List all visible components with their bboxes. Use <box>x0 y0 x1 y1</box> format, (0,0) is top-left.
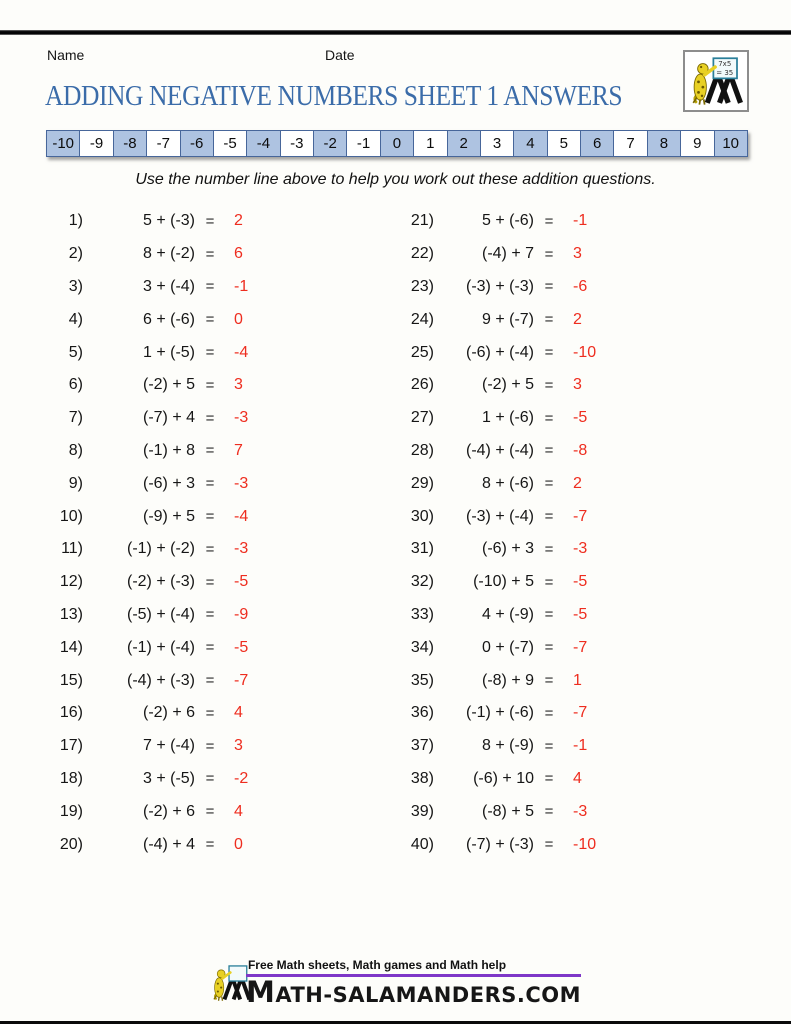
questions-column-left <box>45 205 375 861</box>
question-expression: (-2) + 5 <box>142 376 195 394</box>
question-expression: (-1) + (-2) <box>127 540 195 558</box>
answer-value: 2 <box>234 212 243 230</box>
date-label: Date <box>325 47 355 63</box>
board-text-2: = 35 <box>716 68 734 77</box>
number-line-cell: 0 <box>380 130 414 157</box>
equals-sign: = <box>544 639 554 657</box>
equals-sign: = <box>205 442 215 460</box>
question-expression: 8 + (-9) <box>481 737 534 755</box>
question-expression: 0 + (-7) <box>481 638 534 656</box>
name-label: Name <box>47 47 85 63</box>
question-expression: (-1) + (-4) <box>127 638 195 656</box>
answer-value: 3 <box>573 245 582 263</box>
question-row <box>398 303 738 336</box>
equals-sign: = <box>544 344 554 362</box>
number-line-cell: -5 <box>213 130 247 157</box>
question-expression: 5 + (-6) <box>481 212 534 230</box>
answer-value: -1 <box>573 737 588 755</box>
equals-sign: = <box>205 770 215 788</box>
question-expression: (-10) + 5 <box>473 573 534 591</box>
equals-sign: = <box>544 212 554 230</box>
answer-value: 4 <box>234 802 243 820</box>
question-row <box>398 697 738 730</box>
question-number: 37) <box>410 737 434 755</box>
answer-value: -2 <box>234 769 249 787</box>
number-line-cell: 3 <box>480 130 514 157</box>
equals-sign: = <box>544 573 554 591</box>
answer-value: -3 <box>573 802 588 820</box>
question-number: 20) <box>59 835 83 853</box>
question-row <box>398 566 738 599</box>
question-expression: 3 + (-5) <box>142 769 195 787</box>
equals-sign: = <box>205 737 215 755</box>
answer-value: -4 <box>234 343 249 361</box>
question-number: 9) <box>68 474 83 492</box>
question-expression: 8 + (-6) <box>481 474 534 492</box>
equals-sign: = <box>544 311 554 329</box>
question-row <box>45 599 375 632</box>
question-expression: (-2) + (-3) <box>127 573 195 591</box>
question-expression: (-2) + 6 <box>142 802 195 820</box>
question-expression: (-3) + (-3) <box>466 277 534 295</box>
answer-value: -5 <box>573 605 588 623</box>
equals-sign: = <box>205 212 215 230</box>
number-line-cell: -1 <box>346 130 380 157</box>
answer-value: -4 <box>234 507 249 525</box>
question-number: 25) <box>410 343 434 361</box>
equals-sign: = <box>205 704 215 722</box>
question-number: 21) <box>410 212 434 230</box>
question-number: 11) <box>61 540 83 558</box>
equals-sign: = <box>544 508 554 526</box>
answer-value: 4 <box>573 769 582 787</box>
question-row <box>45 205 375 238</box>
question-row <box>45 435 375 468</box>
equals-sign: = <box>205 639 215 657</box>
question-row <box>398 533 738 566</box>
question-row <box>45 730 375 763</box>
number-line-cell: 8 <box>647 130 681 157</box>
question-row <box>45 763 375 796</box>
number-line-cell: 9 <box>680 130 714 157</box>
question-row <box>45 467 375 500</box>
equals-sign: = <box>205 803 215 821</box>
answer-value: -7 <box>234 671 249 689</box>
number-line-cell: 4 <box>513 130 547 157</box>
question-row <box>45 336 375 369</box>
equals-sign: = <box>544 672 554 690</box>
equals-sign: = <box>205 475 215 493</box>
question-expression: (-6) + 10 <box>473 769 534 787</box>
question-number: 28) <box>410 441 434 459</box>
equals-sign: = <box>544 442 554 460</box>
question-row <box>398 631 738 664</box>
question-expression: (-2) + 5 <box>481 376 534 394</box>
answer-value: -3 <box>234 474 249 492</box>
question-expression: 7 + (-4) <box>142 737 195 755</box>
question-expression: (-9) + 5 <box>142 507 195 525</box>
answer-value: -9 <box>234 605 249 623</box>
equals-sign: = <box>544 770 554 788</box>
question-expression: (-8) + 5 <box>481 802 534 820</box>
number-line-cell: -2 <box>313 130 347 157</box>
equals-sign: = <box>205 573 215 591</box>
answer-value: -5 <box>573 573 588 591</box>
equals-sign: = <box>544 803 554 821</box>
question-row <box>45 795 375 828</box>
number-line-cell: -8 <box>113 130 147 157</box>
equals-sign: = <box>544 540 554 558</box>
question-row <box>45 369 375 402</box>
question-expression: (-6) + 3 <box>142 474 195 492</box>
question-row <box>398 336 738 369</box>
equals-sign: = <box>544 376 554 394</box>
question-row <box>398 795 738 828</box>
question-expression: (-1) + (-6) <box>466 704 534 722</box>
answer-value: 6 <box>234 245 243 263</box>
footer-site-wordmark: MATH-SALAMANDERS.COM <box>245 975 582 1009</box>
answer-value: -1 <box>234 277 249 295</box>
equals-sign: = <box>205 311 215 329</box>
question-row <box>398 828 738 861</box>
equals-sign: = <box>544 409 554 427</box>
equals-sign: = <box>544 737 554 755</box>
answer-value: 0 <box>234 835 243 853</box>
number-line-cell: 10 <box>714 130 748 157</box>
questions-column-right <box>398 205 738 861</box>
question-expression: (-2) + 6 <box>142 704 195 722</box>
page-title: ADDING NEGATIVE NUMBERS SHEET 1 ANSWERS <box>45 80 623 112</box>
answer-value: -10 <box>573 835 597 853</box>
answer-value: 2 <box>573 310 582 328</box>
question-number: 18) <box>59 769 83 787</box>
board-text-1: 7x5 <box>718 60 732 69</box>
answer-value: -10 <box>573 343 597 361</box>
question-number: 32) <box>410 573 434 591</box>
equals-sign: = <box>205 508 215 526</box>
question-number: 3) <box>68 277 83 295</box>
number-line-cell: -3 <box>280 130 314 157</box>
number-line-cell: -6 <box>180 130 214 157</box>
question-number: 1) <box>68 212 83 230</box>
question-row <box>398 664 738 697</box>
number-line-cell: -9 <box>79 130 113 157</box>
question-expression: 1 + (-5) <box>142 343 195 361</box>
answer-value: 3 <box>234 737 243 755</box>
equals-sign: = <box>544 704 554 722</box>
question-number: 38) <box>410 769 434 787</box>
question-row <box>45 697 375 730</box>
question-number: 39) <box>410 802 434 820</box>
question-expression: (-4) + 4 <box>142 835 195 853</box>
question-row <box>45 533 375 566</box>
question-number: 5) <box>68 343 83 361</box>
answer-value: -1 <box>573 212 588 230</box>
question-row <box>45 238 375 271</box>
equals-sign: = <box>205 278 215 296</box>
answer-value: 2 <box>573 474 582 492</box>
top-divider <box>0 30 791 35</box>
question-row <box>45 271 375 304</box>
equals-sign: = <box>544 278 554 296</box>
equals-sign: = <box>205 344 215 362</box>
equals-sign: = <box>205 672 215 690</box>
equals-sign: = <box>205 540 215 558</box>
number-line-cell: 2 <box>447 130 481 157</box>
question-row <box>398 435 738 468</box>
answer-value: -8 <box>573 441 588 459</box>
number-line-cell: 1 <box>413 130 447 157</box>
instruction-text: Use the number line above to help you work out these addition questions. <box>135 171 656 188</box>
question-number: 31) <box>410 540 434 558</box>
question-expression: 9 + (-7) <box>481 310 534 328</box>
question-row <box>398 763 738 796</box>
question-expression: 5 + (-3) <box>142 212 195 230</box>
question-expression: (-4) + (-3) <box>127 671 195 689</box>
question-expression: (-7) + 4 <box>142 409 195 427</box>
question-expression: (-6) + (-4) <box>466 343 534 361</box>
question-expression: 6 + (-6) <box>142 310 195 328</box>
answer-value: -3 <box>573 540 588 558</box>
answer-value: 7 <box>234 441 243 459</box>
equals-sign: = <box>205 606 215 624</box>
question-number: 17) <box>59 737 83 755</box>
question-expression: (-6) + 3 <box>481 540 534 558</box>
equals-sign: = <box>205 409 215 427</box>
question-row <box>45 631 375 664</box>
number-line-cell: 6 <box>580 130 614 157</box>
answer-value: -5 <box>573 409 588 427</box>
answer-value: -3 <box>234 540 249 558</box>
question-number: 15) <box>59 671 83 689</box>
answer-value: -3 <box>234 409 249 427</box>
question-number: 26) <box>410 376 434 394</box>
question-number: 36) <box>410 704 434 722</box>
equals-sign: = <box>544 836 554 854</box>
question-row <box>398 238 738 271</box>
question-number: 40) <box>410 835 434 853</box>
question-row <box>398 500 738 533</box>
question-expression: 3 + (-4) <box>142 277 195 295</box>
question-expression: 1 + (-6) <box>481 409 534 427</box>
answer-value: -7 <box>573 638 588 656</box>
footer-text-block <box>246 958 581 1007</box>
question-number: 30) <box>410 507 434 525</box>
question-number: 24) <box>410 310 434 328</box>
equals-sign: = <box>205 245 215 263</box>
question-row <box>398 402 738 435</box>
question-expression: (-7) + (-3) <box>466 835 534 853</box>
question-number: 33) <box>410 605 434 623</box>
question-number: 10) <box>59 507 83 525</box>
question-expression: (-3) + (-4) <box>466 507 534 525</box>
answer-value: 4 <box>234 704 243 722</box>
number-line-cell: -4 <box>246 130 280 157</box>
question-expression: 8 + (-2) <box>142 245 195 263</box>
number-line-cell: -7 <box>146 130 180 157</box>
answer-value: 1 <box>573 671 582 689</box>
number-line-cell: -10 <box>46 130 80 157</box>
question-row <box>398 599 738 632</box>
question-row <box>45 500 375 533</box>
question-number: 8) <box>68 441 83 459</box>
question-number: 14) <box>59 638 83 656</box>
question-expression: (-4) + 7 <box>481 245 534 263</box>
question-number: 19) <box>59 802 83 820</box>
equals-sign: = <box>544 245 554 263</box>
question-row <box>398 369 738 402</box>
question-number: 34) <box>410 638 434 656</box>
number-line-cell: 5 <box>547 130 581 157</box>
salamander-logo-icon <box>688 55 744 107</box>
question-row <box>45 828 375 861</box>
question-number: 23) <box>410 277 434 295</box>
question-expression: 4 + (-9) <box>481 605 534 623</box>
question-row <box>45 664 375 697</box>
footer-purple-rule <box>246 974 581 977</box>
question-number: 29) <box>410 474 434 492</box>
equals-sign: = <box>544 606 554 624</box>
question-number: 2) <box>68 245 83 263</box>
answer-value: 0 <box>234 310 243 328</box>
question-row <box>45 566 375 599</box>
question-number: 12) <box>59 573 83 591</box>
question-row <box>45 402 375 435</box>
question-expression: (-4) + (-4) <box>466 441 534 459</box>
answer-value: -5 <box>234 573 249 591</box>
answer-value: -7 <box>573 704 588 722</box>
footer-logo <box>0 958 791 1007</box>
equals-sign: = <box>205 376 215 394</box>
question-number: 27) <box>410 409 434 427</box>
answer-value: 3 <box>573 376 582 394</box>
question-expression: (-5) + (-4) <box>127 605 195 623</box>
answer-value: -7 <box>573 507 588 525</box>
question-number: 4) <box>68 310 83 328</box>
answer-value: -5 <box>234 638 249 656</box>
number-line-cell: 7 <box>613 130 647 157</box>
equals-sign: = <box>205 836 215 854</box>
number-line <box>46 130 748 157</box>
question-row <box>398 467 738 500</box>
answer-value: 3 <box>234 376 243 394</box>
question-number: 13) <box>59 605 83 623</box>
question-number: 7) <box>68 409 83 427</box>
question-expression: (-8) + 9 <box>481 671 534 689</box>
answer-value: -6 <box>573 277 588 295</box>
question-expression: (-1) + 8 <box>142 441 195 459</box>
question-number: 22) <box>410 245 434 263</box>
question-row <box>45 303 375 336</box>
math-salamanders-logo <box>683 50 749 112</box>
question-row <box>398 205 738 238</box>
footer-tagline: Free Math sheets, Math games and Math help <box>247 958 507 972</box>
question-number: 35) <box>410 671 434 689</box>
equals-sign: = <box>544 475 554 493</box>
question-number: 16) <box>59 704 83 722</box>
question-number: 6) <box>68 376 83 394</box>
question-row <box>398 271 738 304</box>
question-row <box>398 730 738 763</box>
